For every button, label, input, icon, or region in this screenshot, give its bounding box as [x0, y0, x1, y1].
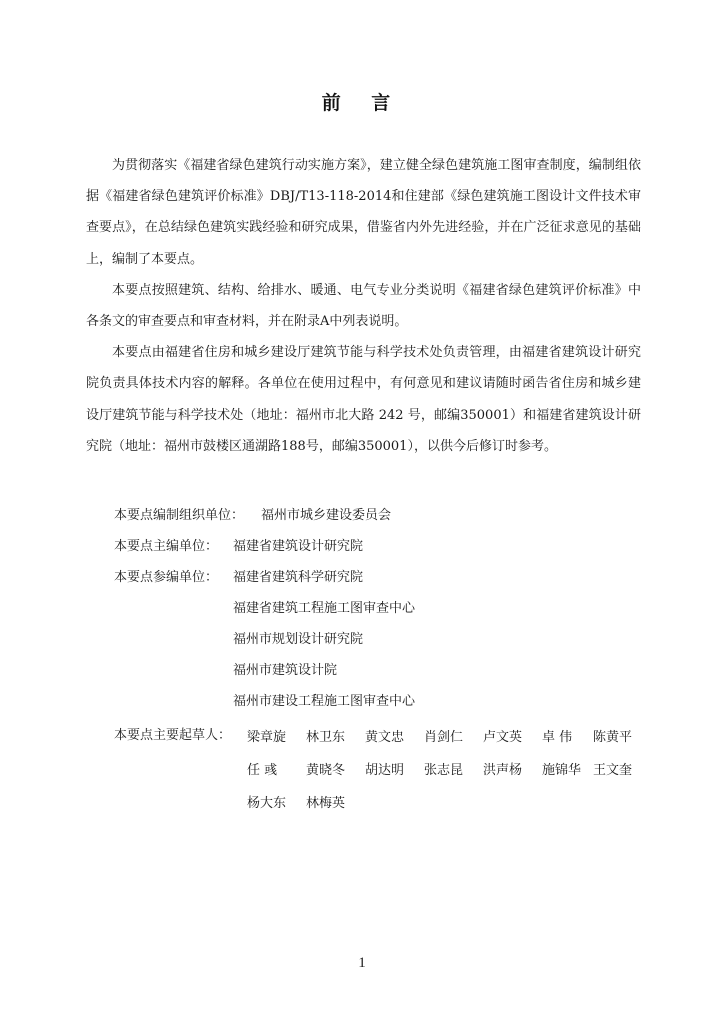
drafter-name: 施锦华	[542, 763, 582, 778]
drafters-label: 本要点主要起草人：	[114, 728, 232, 743]
drafter-name: 张志昆	[424, 763, 464, 778]
drafter-name: 胡达明	[365, 763, 405, 778]
drafter-name: 林卫东	[306, 730, 346, 745]
participant-unit: 福建省建筑工程施工图审查中心	[233, 601, 416, 616]
drafter-name: 任 彧	[247, 763, 278, 778]
drafter-name: 陈黄平	[593, 730, 633, 745]
participant-unit: 福州市规划设计研究院	[233, 632, 364, 647]
participant-unit: 福州市建筑设计院	[233, 663, 338, 678]
participant-unit: 福州市建设工程施工图审查中心	[233, 694, 416, 709]
drafter-name: 林梅英	[306, 796, 346, 811]
organizer-label: 本要点编制组织单位：	[114, 508, 245, 523]
paragraph-3: 本要点由福建省住房和城乡建设厅建筑节能与科学技术处负责管理，由福建省建筑设计研究院负责具体技术内容的解释。各单位在使用过程中，有何意见和建议请随时函告省住房和城乡建设厅建筑节能与科学技术处（地址：福州市北大路 242 号，邮编350001）和福建省建筑设计研究院（地址：福州市鼓楼区通湖路188号，邮编350001），以供今后修订时参考。	[86, 345, 641, 454]
drafter-name: 王文奎	[593, 763, 633, 778]
chief-editor-label: 本要点主编单位：	[114, 539, 219, 554]
drafter-name: 洪声杨	[483, 763, 523, 778]
drafter-name: 杨大东	[247, 796, 287, 811]
organizer-value: 福州市城乡建设委员会	[261, 508, 392, 523]
chief-editor-value: 福建省建筑设计研究院	[233, 539, 364, 554]
preface-body	[86, 150, 641, 462]
drafter-name: 卢文英	[483, 730, 523, 745]
drafter-name: 黄文忠	[365, 730, 405, 745]
page-title: 前 言	[321, 92, 403, 114]
participants-label: 本要点参编单位：	[114, 570, 219, 585]
drafter-name: 肖剑仁	[424, 730, 464, 745]
drafter-name: 卓 伟	[542, 730, 573, 745]
drafter-name: 梁章旋	[247, 730, 287, 745]
paragraph-2: 本要点按照建筑、结构、给排水、暖通、电气专业分类说明《福建省绿色建筑评价标准》中各条文的审查要点和审查材料，并在附录A中列表说明。	[86, 282, 641, 330]
drafter-name: 黄晓冬	[306, 763, 346, 778]
paragraph-1: 为贯彻落实《福建省绿色建筑行动实施方案》，建立健全绿色建筑施工图审查制度，编制组依据《福建省绿色建筑评价标准》DBJ/T13-118-2014和住建部《绿色建筑施工图设计文件技术审查要点》，在总结绿色建筑实践经验和研究成果，借鉴省内外先进经验，并在广泛征求意见的基础上，编制了本要点。	[86, 158, 641, 267]
participant-unit: 福建省建筑科学研究院	[233, 570, 364, 585]
page-number: 1	[358, 955, 366, 971]
